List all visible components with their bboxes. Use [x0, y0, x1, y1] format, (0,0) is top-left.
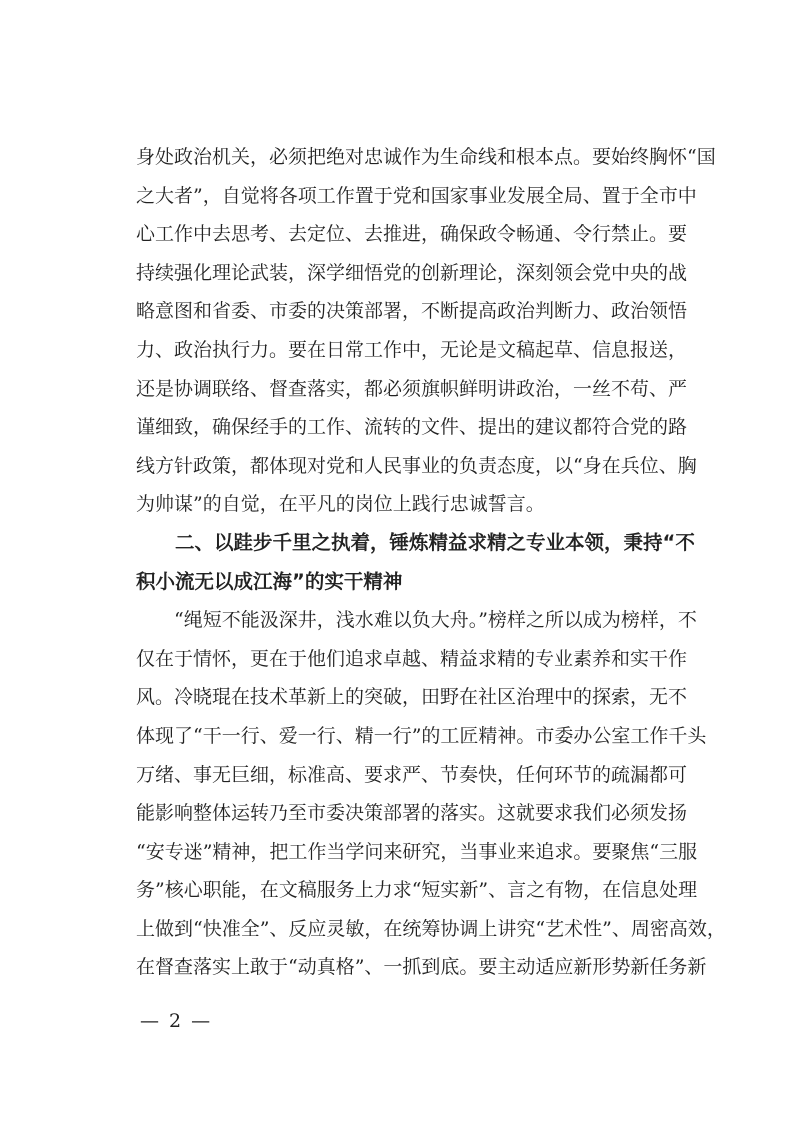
text-line: “安专迷”精神，把工作当学问来研究，当事业来追求。要聚焦“三服 — [136, 840, 698, 863]
heading-line: 二、以跬步千里之执着，锤炼精益求精之专业本领，秉持“不 — [136, 530, 695, 554]
text-line: 为帅谋”的自觉，在平凡的岗位上践行忠诚誓言。 — [136, 493, 545, 516]
text-line: “绳短不能汲深井，浅水难以负大舟。”榜样之所以成为榜样，不 — [136, 609, 697, 632]
text-line: 身处政治机关，必须把绝对忠诚作为生命线和根本点。要始终胸怀“国 — [136, 146, 716, 168]
text-line: 能影响整体运转乃至市委决策部署的落实。这就要求我们必须发扬 — [136, 802, 688, 825]
heading-line: 积小流无以成江海”的实干精神 — [136, 569, 403, 593]
page-number: — 2 — — [140, 1010, 213, 1032]
text-line: 在督查落实上敢于“动真格”、一抓到底。要主动适应新形势新任务新 — [136, 956, 707, 979]
document-body — [136, 143, 726, 992]
text-line: 力、政治执行力。要在日常工作中，无论是文稿起草、信息报送， — [136, 338, 688, 361]
paragraph-loyalty — [136, 143, 716, 529]
text-line: 谨细致，确保经手的工作、流转的文件、提出的建议都符合党的路 — [136, 416, 688, 439]
text-line: 仅在于情怀，更在于他们追求卓越、精益求精的专业素养和实干作 — [136, 647, 688, 670]
text-line: 略意图和省委、市委的决策部署，不断提高政治判断力、政治领悟 — [136, 300, 688, 323]
text-line: 持续强化理论武装，深学细悟党的创新理论，深刻领会党中央的战 — [136, 261, 688, 284]
text-line: 务”核心职能，在文稿服务上力求“短实新”、言之有物，在信息处理 — [136, 879, 698, 902]
text-line: 之大者”，自觉将各项工作置于党和国家事业发展全局、置于全市中 — [136, 184, 697, 207]
text-line: 万绪、事无巨细，标准高、要求严、节奏快，任何环节的疏漏都可 — [136, 763, 688, 786]
text-line: 体现了“干一行、爱一行、精一行”的工匠精神。市委办公室工作千头 — [136, 724, 707, 747]
text-line: 还是协调联络、督查落实，都必须旗帜鲜明讲政治，一丝不苟、严 — [136, 377, 688, 400]
text-line: 风。冷晓琨在技术革新上的突破，田野在社区治理中的探索，无不 — [136, 686, 688, 709]
text-line: 心工作中去思考、去定位、去推进，确保政令畅通、令行禁止。要 — [136, 223, 688, 246]
section-heading-2 — [136, 529, 695, 606]
text-line: 线方针政策，都体现对党和人民事业的负责态度，以“身在兵位、胸 — [136, 454, 697, 477]
text-line: 上做到“快准全”、反应灵敏，在统筹协调上讲究“艺术性”、周密高效， — [136, 917, 726, 940]
paragraph-professional-skills — [136, 606, 726, 992]
